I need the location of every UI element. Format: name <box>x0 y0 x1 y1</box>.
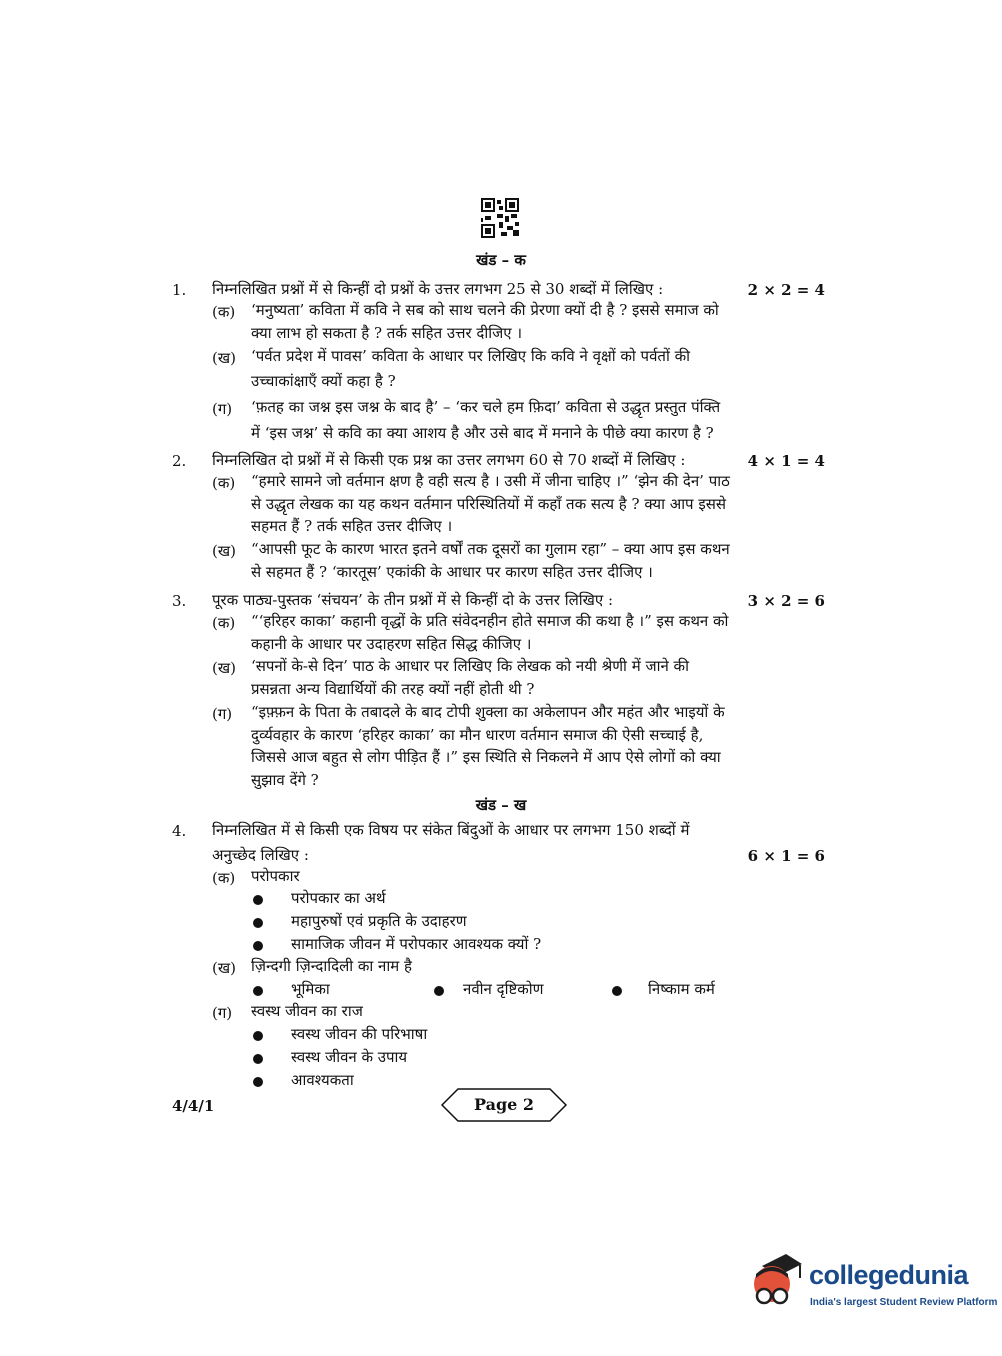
q2-number: 2. <box>172 452 187 470</box>
q1-text: निम्नलिखित प्रश्नों में से किन्हीं दो प्रश्नों के उत्तर लगभग 25 से 30 शब्दों में लिखिए : <box>212 280 664 298</box>
q3-c-label: (ग) <box>212 705 233 723</box>
q1-c-line1: ‘फ़तह का जश्न इस जश्न के बाद है’ – ‘कर चले हम फ़िदा’ कविता से उद्धृत प्रस्तुत पंक्ति <box>251 398 721 416</box>
q3-b-line1: ‘सपनों के-से दिन’ पाठ के आधार पर लिखिए कि लेखक को नयी श्रेणी में जाने की <box>251 657 689 675</box>
q3-b-line2: प्रसन्नता अन्य विद्यार्थियों की तरह क्यों नहीं होती थी ? <box>251 680 535 698</box>
bullet <box>253 941 263 951</box>
q3-c-line1: “इफ़्फ़न के पिता के तबादले के बाद टोपी शुक्ला का अकेलापन और महंत और भाइयों के <box>251 703 725 721</box>
q2-b-label: (ख) <box>212 542 236 560</box>
bullet <box>253 1031 263 1041</box>
q4-a-label: (क) <box>212 869 236 887</box>
q1-a-line2: क्या लाभ हो सकता है ? तर्क सहित उत्तर दीजिए । <box>251 324 523 342</box>
q4-number: 4. <box>172 822 187 840</box>
q1-a-label: (क) <box>212 303 236 321</box>
q3-b-label: (ख) <box>212 659 236 677</box>
q4-b-label: (ख) <box>212 959 236 977</box>
q3-a-line1: “‘हरिहर काका’ कहानी वृद्धों के प्रति संवेदनहीन होते समाज की कथा है ।” इस कथन को <box>251 612 729 630</box>
bullet <box>253 918 263 928</box>
bullet <box>253 1054 263 1064</box>
q3-c-line3: जिससे आज बहुत से लोग पीड़ित हैं ।” इस स्थिति से निकलने में आप ऐसे लोगों को क्या <box>251 748 721 766</box>
page-number: Page 2 <box>473 1095 535 1114</box>
qr-code <box>481 198 519 238</box>
q1-b-line1: ‘पर्वत प्रदेश में पावस’ कविता के आधार पर लिखिए कि कवि ने वृक्षों को पर्वतों की <box>251 347 691 365</box>
section-a-heading: खंड – क <box>476 251 526 269</box>
q4-marks: 6 × 1 = 6 <box>747 847 825 865</box>
q4-b-point: निष्काम कर्म <box>648 980 715 998</box>
collegedunia-logo-icon <box>742 1248 806 1312</box>
q3-marks: 3 × 2 = 6 <box>747 592 825 610</box>
bullet <box>434 986 444 996</box>
q2-a-line2: से उद्धृत लेखक का यह कथन वर्तमान परिस्थितियों में कहाँ तक सत्य है ? क्या आप इससे <box>251 495 726 513</box>
q4-a-point: परोपकार का अर्थ <box>291 889 386 907</box>
q4-a-title: परोपकार <box>251 867 300 885</box>
q4-c-point: स्वस्थ जीवन की परिभाषा <box>291 1025 428 1043</box>
bullet <box>253 895 263 905</box>
q1-b-line2: उच्चाकांक्षाएँ क्यों कहा है ? <box>251 372 396 390</box>
q4-a-point: सामाजिक जीवन में परोपकार आवश्यक क्यों ? <box>291 935 542 953</box>
collegedunia-logo-text: collegedunia <box>809 1260 969 1290</box>
q2-marks: 4 × 1 = 4 <box>747 452 825 470</box>
paper-code: 4/4/1 <box>172 1097 215 1115</box>
q3-a-label: (क) <box>212 614 236 632</box>
q4-c-label: (ग) <box>212 1004 233 1022</box>
q4-c-title: स्वस्थ जीवन का राज <box>251 1002 363 1020</box>
q4-a-point: महापुरुषों एवं प्रकृति के उदाहरण <box>291 912 467 930</box>
q1-c-line2: में ‘इस जश्न’ से कवि का क्या आशय है और उसे बाद में मनाने के पीछे क्या कारण है ? <box>251 424 714 442</box>
q2-b-line2: से सहमत हैं ? ‘कारतूस’ एकांकी के आधार पर कारण सहित उत्तर दीजिए । <box>251 563 653 581</box>
section-b-heading: खंड – ख <box>475 796 527 814</box>
q2-b-line1: “आपसी फूट के कारण भारत इतने वर्षों तक दूसरों का गुलाम रहा” – क्या आप इस कथन <box>251 540 730 558</box>
bullet <box>253 1077 263 1087</box>
collegedunia-tagline: India's largest Student Review Platform <box>810 1297 998 1308</box>
q3-text: पूरक पाठ्य-पुस्तक ‘संचयन’ के तीन प्रश्नों में से किन्हीं दो के उत्तर लिखिए : <box>212 591 614 609</box>
q4-line1: निम्नलिखित में से किसी एक विषय पर संकेत बिंदुओं के आधार पर लगभग 150 शब्दों में <box>212 821 690 839</box>
bullet <box>253 986 263 996</box>
q3-c-line2: दुर्व्यवहार के कारण ‘हरिहर काका’ का मौन धारण वर्तमान समाज की ऐसी सच्चाई है, <box>251 726 704 744</box>
q4-c-point: आवश्यकता <box>291 1071 354 1089</box>
q2-a-line3: सहमत हैं ? तर्क सहित उत्तर दीजिए । <box>251 517 453 535</box>
q4-b-point: नवीन दृष्टिकोण <box>463 980 544 998</box>
q1-number: 1. <box>172 281 187 299</box>
bullet <box>612 986 622 996</box>
q2-text: निम्नलिखित दो प्रश्नों में से किसी एक प्रश्न का उत्तर लगभग 60 से 70 शब्दों में लिखिए : <box>212 451 686 469</box>
q4-line2: अनुच्छेद लिखिए : <box>212 846 309 864</box>
q4-c-point: स्वस्थ जीवन के उपाय <box>291 1048 408 1066</box>
q2-a-label: (क) <box>212 474 236 492</box>
q3-a-line2: कहानी के आधार पर उदाहरण सहित सिद्ध कीजिए । <box>251 635 532 653</box>
q4-b-title: ज़िन्दगी ज़िन्दादिली का नाम है <box>251 957 412 975</box>
q1-a-line1: ‘मनुष्यता’ कविता में कवि ने सब को साथ चलने की प्रेरणा क्यों दी है ? इससे समाज को <box>251 301 719 319</box>
q3-number: 3. <box>172 592 187 610</box>
q2-a-line1: “हमारे सामने जो वर्तमान क्षण है वही सत्य है । उसी में जीना चाहिए ।” ‘झेन की देन’ पाठ <box>251 472 730 490</box>
q3-c-line4: सुझाव देंगे ? <box>251 771 319 789</box>
q1-marks: 2 × 2 = 4 <box>747 281 825 299</box>
q4-b-point: भूमिका <box>291 980 330 998</box>
q1-c-label: (ग) <box>212 400 233 418</box>
q1-b-label: (ख) <box>212 349 236 367</box>
